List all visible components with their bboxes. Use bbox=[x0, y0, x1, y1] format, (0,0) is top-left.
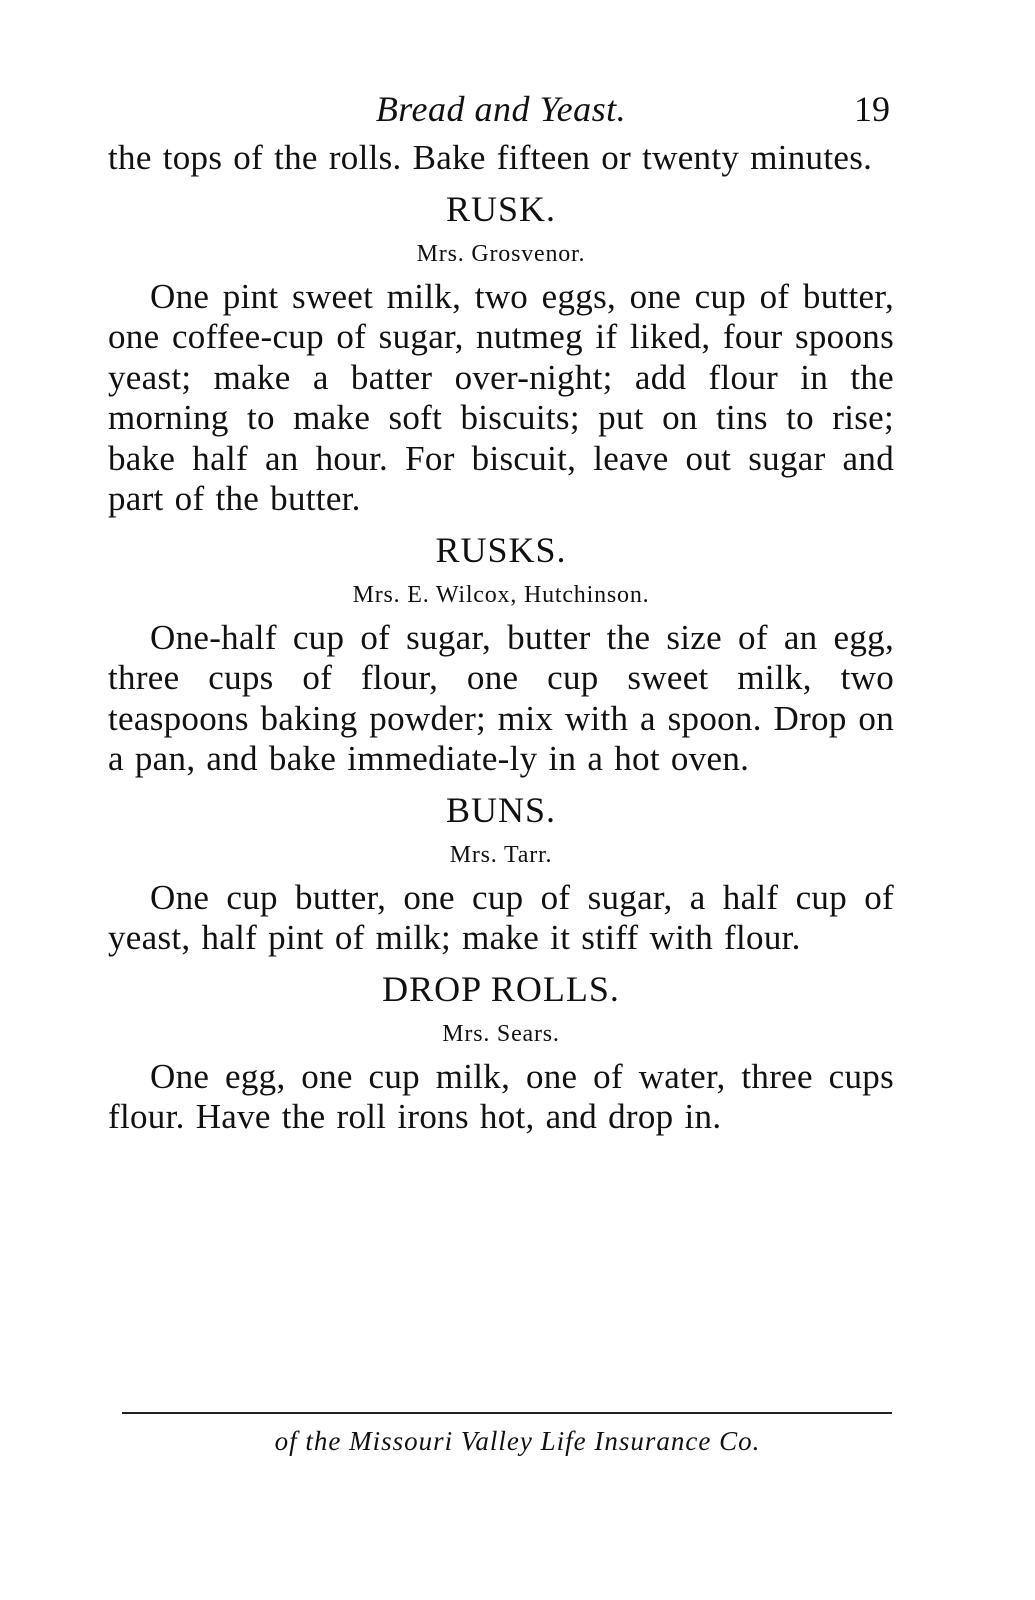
running-title: Bread and Yeast. bbox=[375, 89, 627, 129]
recipe-title: DROP ROLLS. bbox=[382, 968, 620, 1009]
recipe-drop-rolls bbox=[108, 967, 894, 1138]
recipe-author: Mrs. Tarr. bbox=[449, 841, 553, 868]
continuation-paragraph: the tops of the rolls. Bake fifteen or twenty minutes. bbox=[108, 138, 873, 177]
recipe-title: RUSK. bbox=[445, 188, 557, 229]
recipe-buns bbox=[108, 788, 894, 959]
recipe-author: Mrs. Grosvenor. bbox=[416, 240, 586, 267]
recipe-rusk bbox=[108, 187, 894, 520]
recipe-text: One-half cup of sugar, butter the size of an egg, three cups of flour, one cup sweet milk, two teaspoons baking powder; mix with a spoon. Drop on a pan, and bake immediate-ly in a hot oven. bbox=[108, 617, 894, 778]
recipe-author: Mrs. E. Wilcox, Hutchinson. bbox=[352, 581, 650, 608]
recipe-rusks bbox=[108, 528, 894, 780]
recipe-text: One pint sweet milk, two eggs, one cup of butter, one coffee-cup of sugar, nutmeg if liked, four spoons yeast; make a batter over-night; add flour in the morning to make soft biscuits; put on tins to rise; bake half an hour. For biscuit, leave out sugar and part of the butter. bbox=[108, 276, 894, 518]
running-head bbox=[108, 88, 894, 138]
recipe-title: BUNS. bbox=[445, 789, 557, 830]
footer-divider bbox=[122, 1412, 892, 1414]
footer-text: of the Missouri Valley Life Insurance Co. bbox=[274, 1426, 761, 1456]
page-number: 19 bbox=[854, 89, 890, 129]
recipe-text: One cup butter, one cup of sugar, a half cup of yeast, half pint of milk; make it stiff with flour. bbox=[108, 877, 894, 957]
recipe-author: Mrs. Sears. bbox=[442, 1020, 560, 1047]
recipe-title: RUSKS. bbox=[435, 529, 567, 570]
recipe-text: One egg, one cup milk, one of water, three cups flour. Have the roll irons hot, and drop in. bbox=[108, 1056, 894, 1136]
page-content bbox=[108, 88, 894, 1138]
